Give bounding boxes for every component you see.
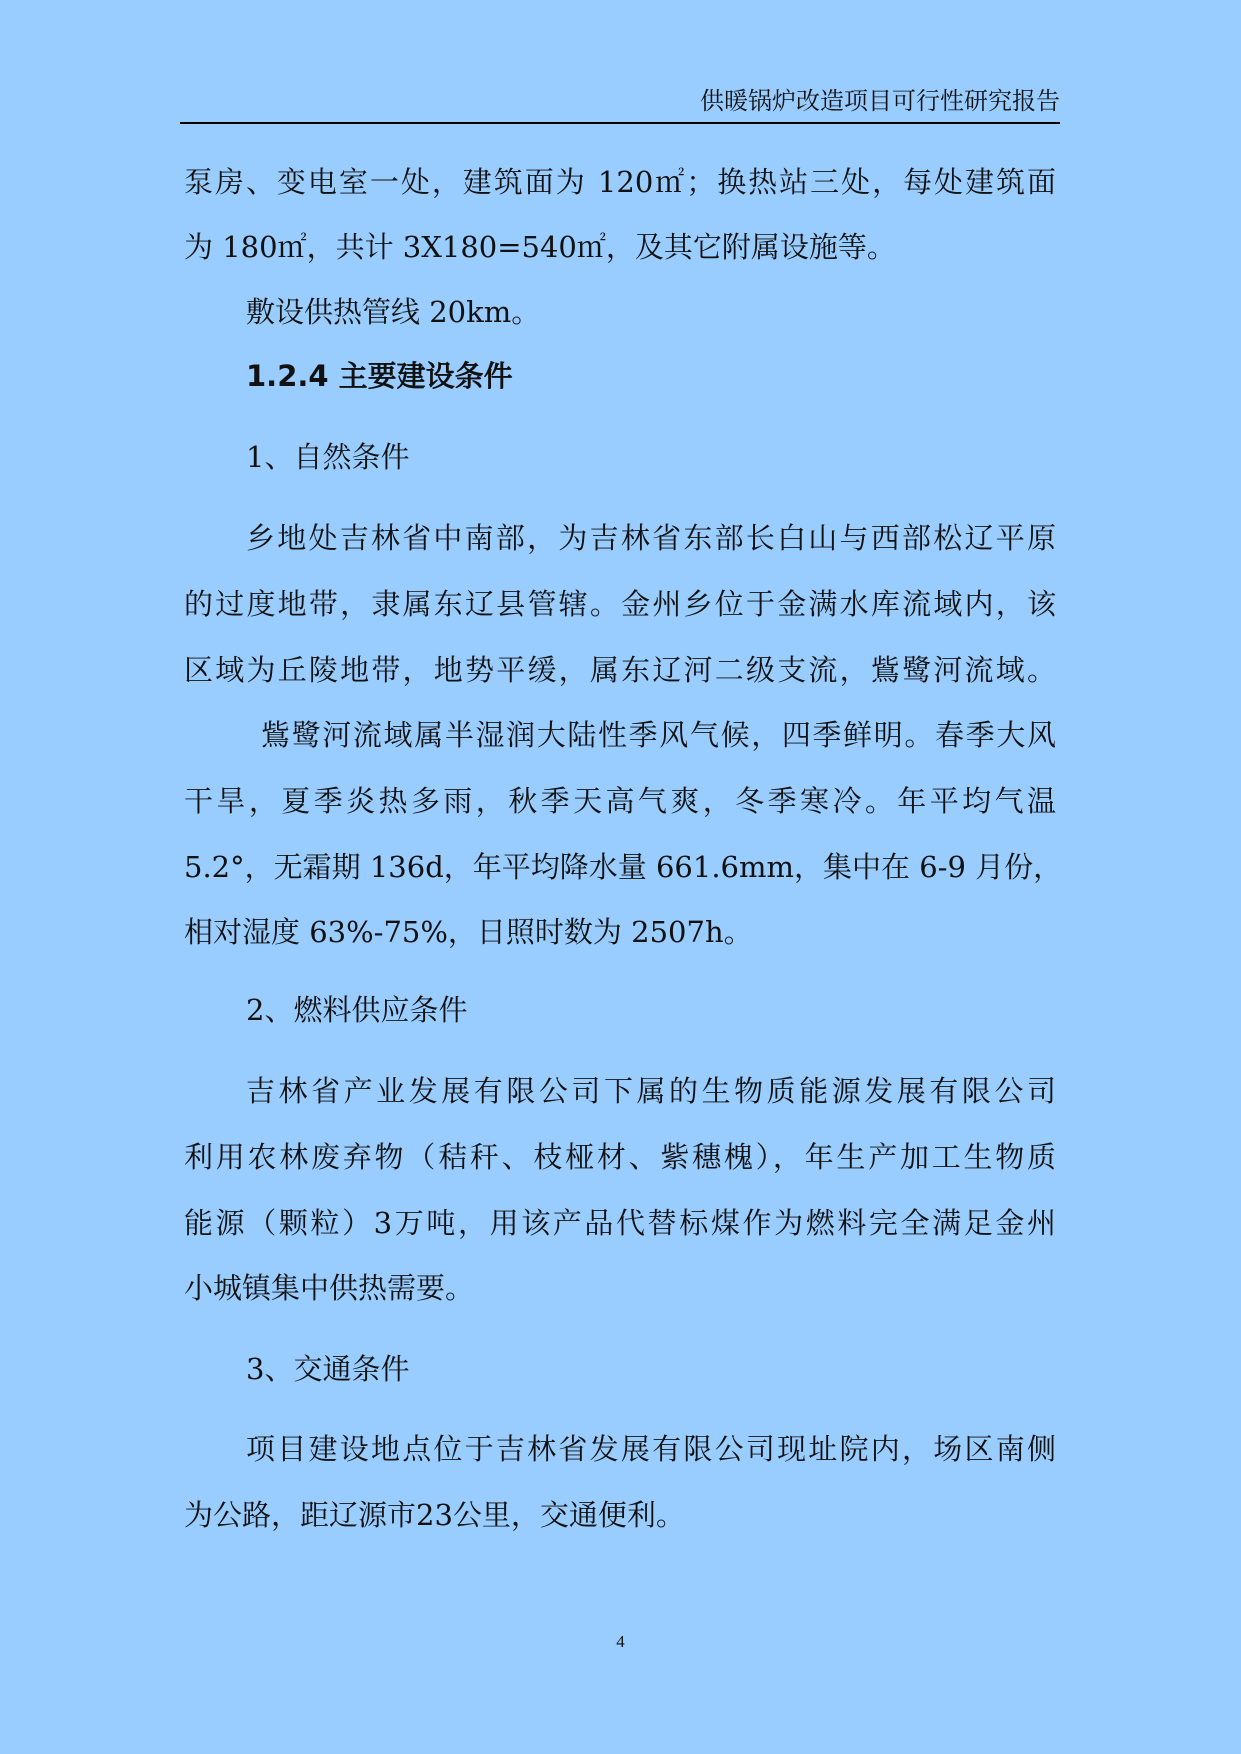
body-line: 干旱，夏季炎热多雨，秋季天高气爽，冬季寒冷。年平均气温 <box>184 784 1056 818</box>
body-line: 鴜鹭河流域属半湿润大陆性季风气候，四季鲜明。春季大风 <box>261 718 1056 752</box>
body-line: 能源（颗粒）3万吨，用该产品代替标煤作为燃料完全满足金州 <box>184 1206 1056 1240</box>
subsection-heading: 2、燃料供应条件 <box>246 993 468 1027</box>
body-line: 5.2°，无霜期 136d，年平均降水量 661.6mm，集中在 6-9 月份， <box>184 850 1063 884</box>
section-heading: 1.2.4 主要建设条件 <box>246 359 513 393</box>
body-line: 泵房、变电室一处，建筑面为 120㎡；换热站三处，每处建筑面 <box>184 165 1056 199</box>
body-line: 敷设供热管线 20km。 <box>246 295 541 329</box>
body-line: 为 180㎡，共计 3X180=540㎡，及其它附属设施等。 <box>184 230 896 264</box>
page-number: 4 <box>616 1632 625 1651</box>
body-line: 吉林省产业发展有限公司下属的生物质能源发展有限公司 <box>246 1074 1056 1108</box>
header-rule <box>180 122 1060 124</box>
subsection-heading: 1、自然条件 <box>246 440 410 474</box>
body-line: 的过度地带，隶属东辽县管辖。金州乡位于金满水库流域内，该 <box>184 587 1056 621</box>
body-line: 相对湿度 63%-75%，日照时数为 2507h。 <box>184 915 753 949</box>
body-line: 区域为丘陵地带，地势平缓，属东辽河二级支流，鴜鹭河流域。 <box>184 653 1056 687</box>
body-line: 利用农林废弃物（秸秆、枝桠材、紫穗槐），年生产加工生物质 <box>184 1140 1056 1174</box>
subsection-heading: 3、交通条件 <box>246 1352 410 1386</box>
body-line: 小城镇集中供热需要。 <box>184 1271 475 1305</box>
running-header: 供暖锅炉改造项目可行性研究报告 <box>700 87 1060 115</box>
body-line: 为公路，距辽源市23公里，交通便利。 <box>184 1498 685 1532</box>
body-line: 项目建设地点位于吉林省发展有限公司现址院内，场区南侧 <box>246 1432 1056 1466</box>
body-line: 乡地处吉林省中南部，为吉林省东部长白山与西部松辽平原 <box>246 521 1056 555</box>
